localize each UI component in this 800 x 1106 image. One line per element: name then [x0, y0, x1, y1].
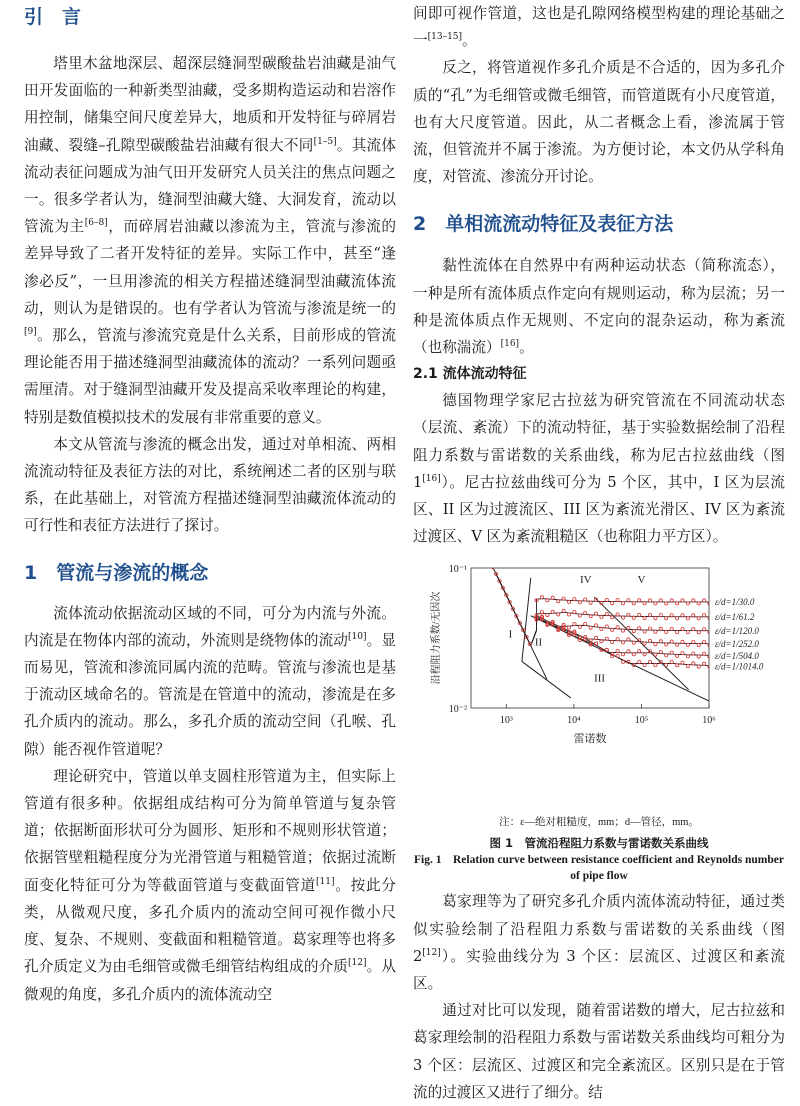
- plot-frame: [471, 568, 709, 708]
- subsection-2-1-paragraph: 德国物理学家尼古拉兹为研究管流在不同流动状态（层流、紊流）下的流动特征，基于实验数据绘制了沿程阻力系数与雷诺数的关系曲线，称为尼古拉兹曲线（图 1[16]）。尼古拉兹曲线可分为 5 个区，其中，I 区为层流区、II 区为过渡流区、III 区为紊流光滑区、IV 区为紊流过渡区、V 区为紊流粗糙区（也称阻力平方区）。: [413, 392, 785, 546]
- data-point: [708, 644, 711, 647]
- figure-1: [413, 556, 785, 828]
- x-tick-label: 10⁶: [702, 715, 716, 727]
- left-column: [24, 0, 396, 1008]
- x-axis-label: 雷诺数: [573, 733, 607, 746]
- intro-heading: 引 言: [24, 6, 82, 28]
- x-tick-label: 10³: [499, 715, 513, 727]
- data-point: [708, 617, 711, 620]
- intro-paragraph-1: 塔里木盆地深层、超深层缝洞型碳酸盐岩油藏是油气田开发面临的一种新类型油藏，受多期构造运动和岩溶作用控制，储集空间尺度差异大，地质和开发特征与碎屑岩油藏、裂缝–孔隙型碳酸盐岩油藏有很大不同[1–5]。其流体流动表征问题成为油气田开发研究人员关注的焦点问题之一。很多学者认为，缝洞型油藏大缝、大洞发育，流动以管流为主[6–8]，而碎屑岩油藏以渗流为主，管流与渗流的差异导致了二者开发特征的差异。实际工作中，甚至“逢渗必反”，一旦用渗流的相关方程描述缝洞型油藏流体流动，则认为是错误的。也有学者认为管流与渗流是统一的[9]。那么，管流与渗流究竟是什么关系，目前形成的管流理论能否用于描述缝洞型油藏流体的流动？一系列问题亟需厘清。对于缝洞型油藏开发及提高采收率理论的构建，特别是数值模拟技术的发展有非常重要的意义。: [24, 55, 396, 426]
- figure-caption-en: Fig. 1 Relation curve between resistance coefficient and Reynolds number of pipe flow: [414, 854, 784, 883]
- section-2-paragraph-1: 黏性流体在自然界中有两种运动状态（简称流态），一种是所有流体质点作定向有规则运动，称为层流；另一种是流体质点作无规则、不定向的混杂运动，称为紊流（也称湍流）[16]。: [413, 257, 785, 357]
- roughness-curve: [496, 574, 712, 646]
- zone-label: V: [637, 574, 646, 587]
- y-tick-label: 10⁻¹: [448, 564, 467, 576]
- data-point: [708, 631, 711, 634]
- series-label: ε/d=1/61.2: [715, 612, 755, 623]
- data-point: [708, 656, 711, 659]
- continued-paragraph: 间即可视作管道，这也是孔隙网络模型构建的理论基础之一[13–15]。: [413, 5, 785, 50]
- series-label: ε/d=1/504.0: [715, 651, 759, 662]
- roughness-curve: [496, 574, 712, 646]
- x-tick-label: 10⁵: [634, 715, 649, 727]
- roughness-curve: [496, 574, 712, 666]
- zone-boundary-line: [522, 662, 571, 698]
- section-1-paragraph-2: 理论研究中，管道以单支圆柱形管道为主，但实际上管道有很多种。依据组成结构可分为简单管道与复杂管道；依据断面形状可分为圆形、矩形和不规则形状管道；依据管壁粗糙程度分为光滑管道与粗糙管道；依据过流断面变化特征可分为等截面管道与变截面管道[11]。按此分类，从微观尺度，多孔介质内的流动空间可视作微小尺度、复杂、不规则、变截面和粗糙管道。葛家理等也将多孔介质定义为由毛细管或微毛细管结构组成的介质[12]。从微观的角度，多孔介质内的流体流动空: [24, 767, 396, 1003]
- section-1-heading: 1 管流与渗流的概念: [24, 561, 209, 584]
- series-label: ε/d=1/120.0: [715, 626, 759, 637]
- section-1-paragraph-1: 流体流动依据流动区域的不同，可分为内流与外流。内流是在物体内部的流动，外流则是绕物体的流动[10]。显而易见，管流和渗流同属内流的范畴。管流与渗流也是基于流动区域命名的。管流是在管道中的流动，渗流是在多孔介质内的流动。那么，多孔介质的流动空间（孔喉、孔隙）能否视作管道呢？: [24, 604, 396, 758]
- y-axis-label: 沿程阻力系数/无因次: [431, 592, 442, 685]
- paragraph-2: 反之，将管道视作多孔介质是不合适的，因为多孔介质的“孔”为毛细管或微毛细管，而管道既有小尺度管道，也有大尺度管道。因此，从二者概念上看，渗流属于管流，但管流并不属于渗流。为方便讨论，本文仍从学科角度，对管流、渗流分开讨论。: [413, 59, 785, 186]
- zone-label: IV: [579, 574, 592, 587]
- data-point: [708, 602, 711, 605]
- paragraph-after-figure-2: 通过对比可以发现，随着雷诺数的增大，尼古拉兹和葛家理绘制的沿程阻力系数与雷诺数关系曲线均可粗分为 3 个区：层流区、过渡区和完全紊流区。区别只是在于管流的过渡区又进行了细分。结: [413, 1002, 785, 1101]
- series-label: ε/d=1/1014.0: [715, 661, 764, 672]
- series-label: ε/d=1/252.0: [715, 639, 759, 650]
- x-tick-label: 10⁴: [567, 715, 581, 727]
- intro-paragraph-2: 本文从管流与渗流的概念出发，通过对单相流、两相流流动特征及表征方法的对比，系统阐述二者的区别与联系，在此基础上，对管流方程描述缝洞型油藏流体流动的可行性和表征方法进行了探讨。: [24, 435, 396, 535]
- nikuradse-chart: [413, 556, 785, 806]
- data-point: [708, 666, 711, 669]
- zone-label: I: [508, 628, 513, 641]
- subsection-2-1-heading: 2.1 流体流动特征: [413, 366, 527, 383]
- figure-caption-cn: 图 1 管流沿程阻力系数与雷诺数关系曲线: [489, 836, 709, 851]
- roughness-curve: [496, 574, 712, 646]
- y-tick-label: 10⁻²: [448, 704, 467, 716]
- zone-label: III: [594, 672, 606, 685]
- section-2-heading: 2 单相流流动特征及表征方法: [413, 213, 674, 236]
- zone-boundary-line: [522, 578, 531, 662]
- series-label: ε/d=1/30.0: [715, 597, 755, 608]
- paragraph-after-figure-1: 葛家理等为了研究多孔介质内流体流动特征，通过类似实验绘制了沿程阻力系数与雷诺数的关系曲线（图 2[12]）。实验曲线分为 3 个区：层流区、过渡区和紊流区。: [413, 893, 785, 993]
- roughness-curve: [496, 574, 712, 646]
- data-point: [488, 559, 491, 562]
- zone-label: II: [534, 636, 543, 649]
- figure-note: 注：ε—绝对粗糙度，mm；d—管径，mm。: [499, 816, 699, 828]
- right-column: [413, 0, 785, 1106]
